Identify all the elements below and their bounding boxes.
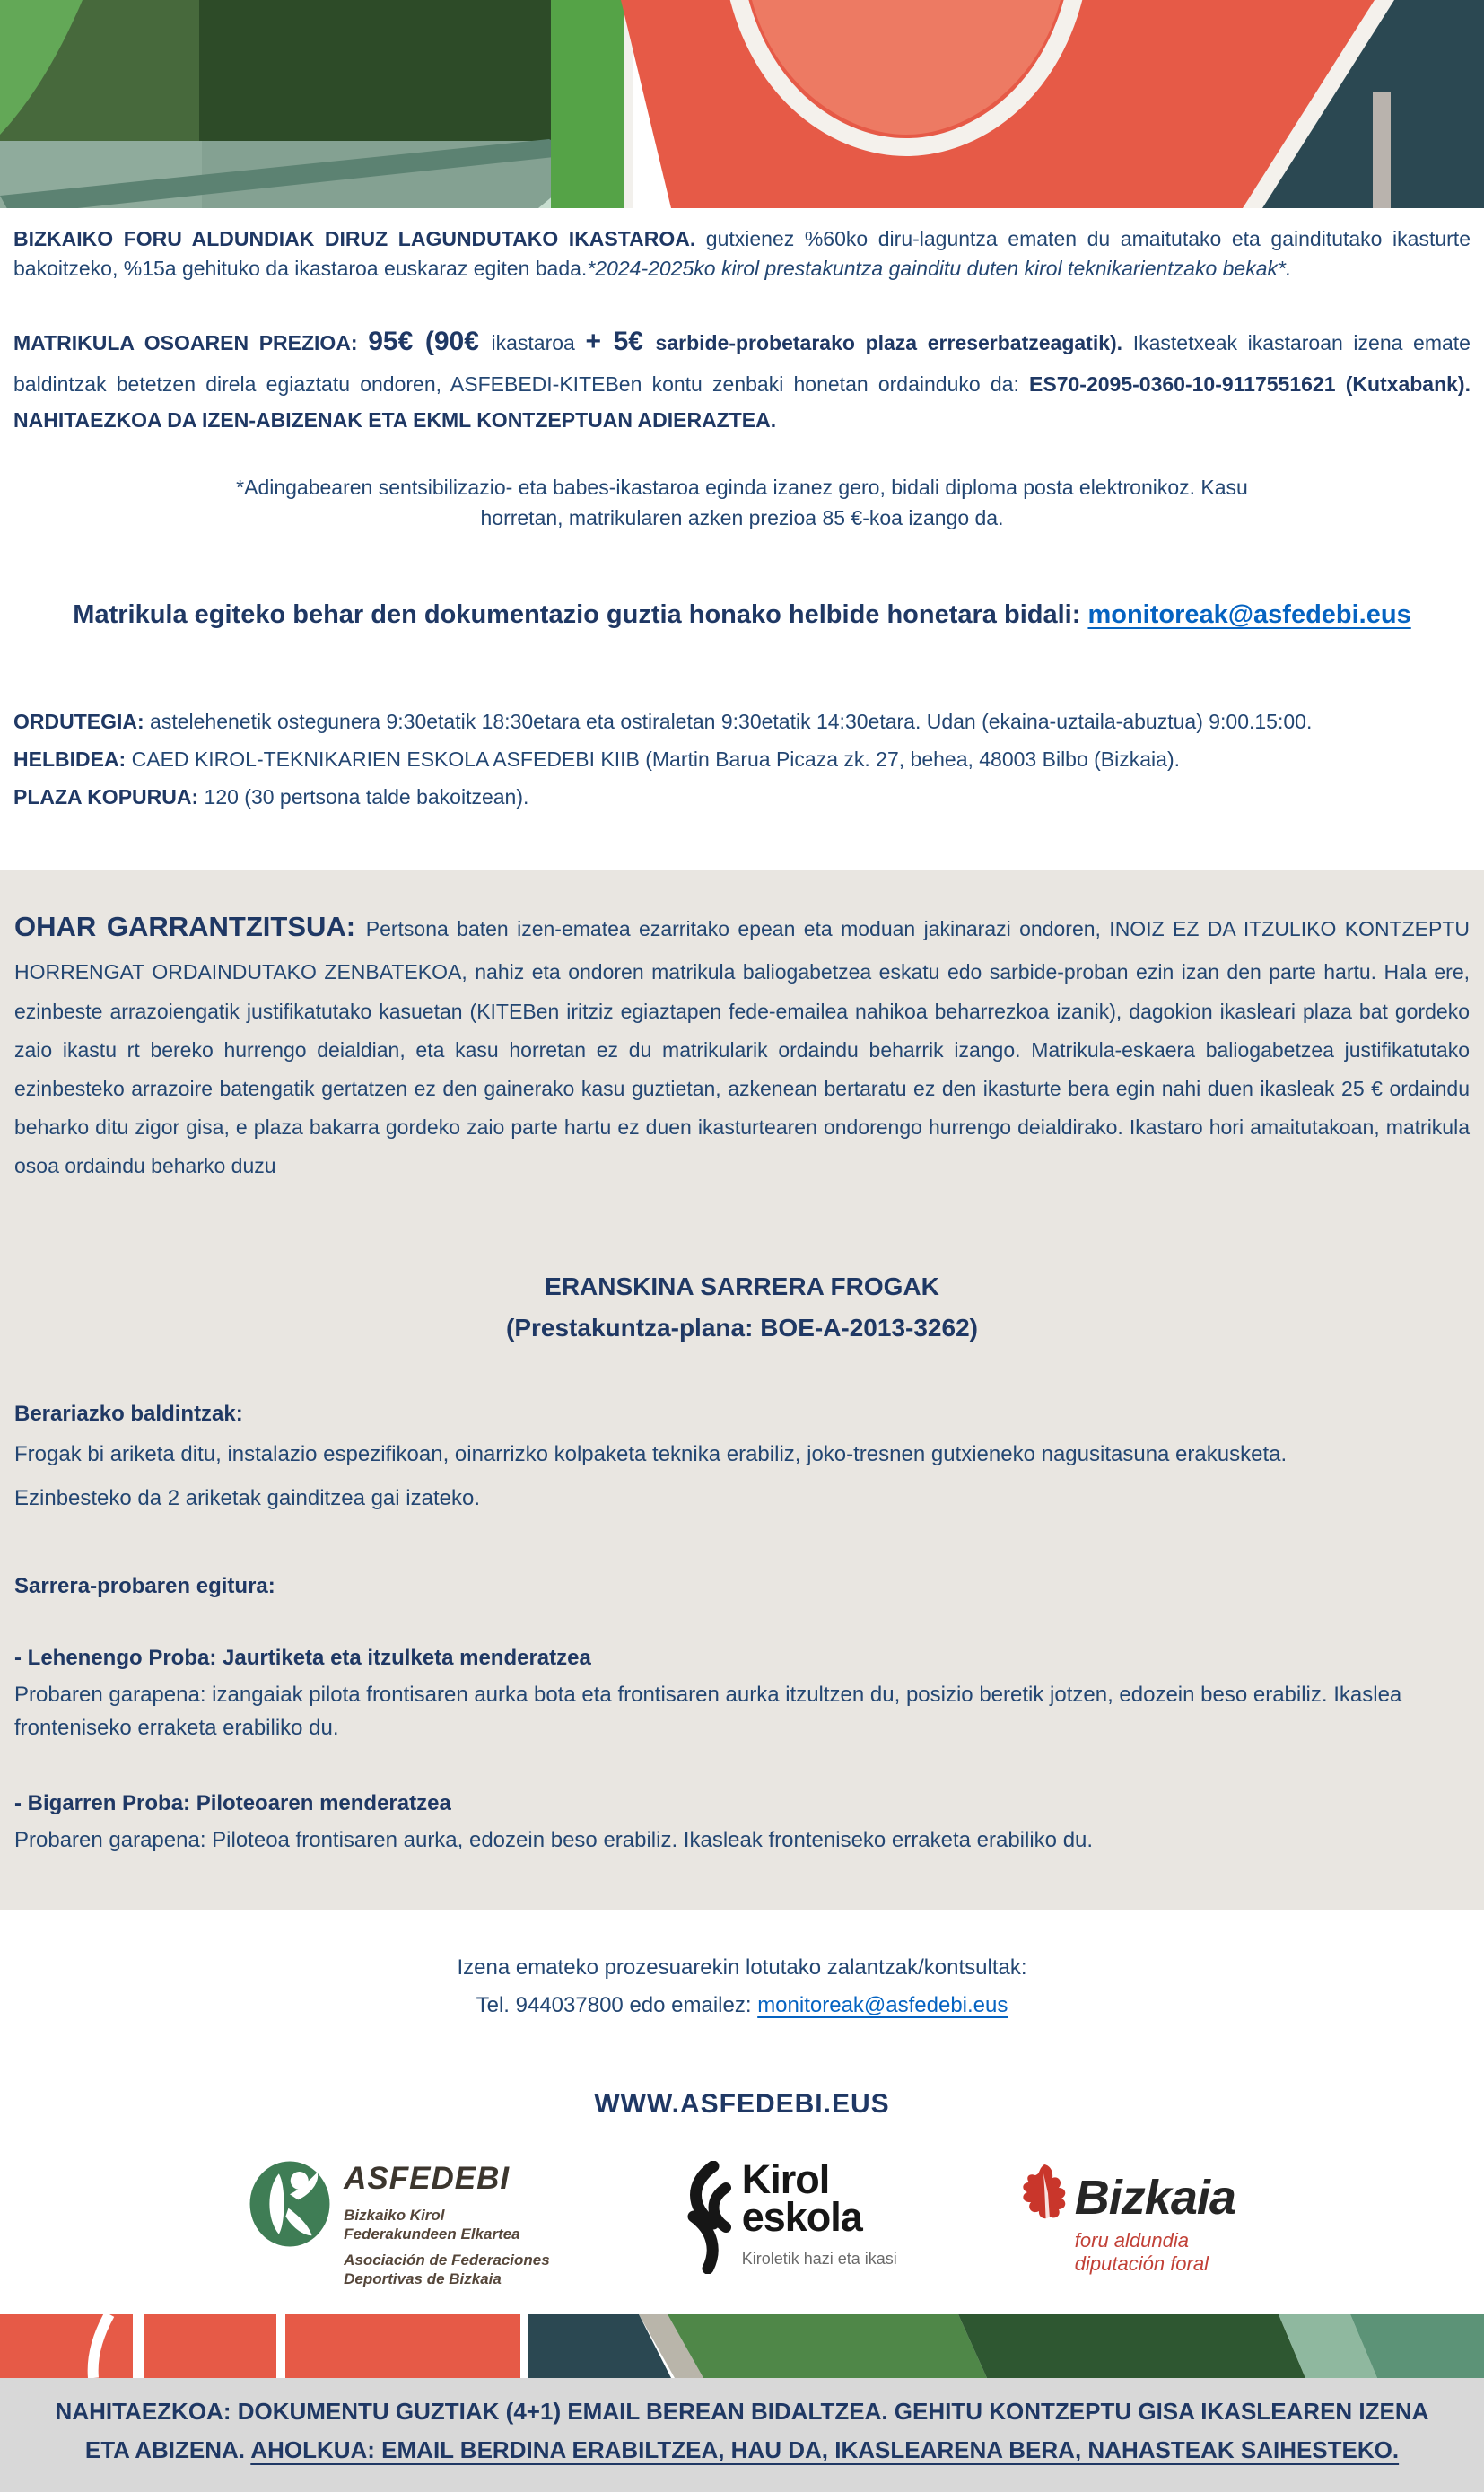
capacity-label: PLAZA KOPURUA: [13, 785, 199, 809]
page-footer [0, 2314, 1484, 2492]
bizkaia-logo-name: Bizkaia [1074, 2170, 1235, 2225]
annex-title: ERANSKINA SARRERA FROGAK [545, 1272, 939, 1300]
price-paragraph [13, 319, 1471, 437]
intro-bold-text: BIZKAIKO FORU ALDUNDIAK DIRUZ LAGUNDUTAKO IKASTAROA. [13, 227, 696, 250]
schedule-text: astelehenetik ostegunera 9:30etatik 18:30etara eta ostiraletan 9:30etatik 14:30etara. Udan (ekaina-uztaila-abuztua) 9:00.15:00. [144, 710, 1313, 734]
notice-body-text: Pertsona baten izen-ematea ezarritako epean eta moduan jakinarazi ondoren, INOIZ EZ DA ITZULIKO KONTZEPTU HORRENGAT ORDAINDUTAKO ZENBATEKOA, nahiz eta ondoren matrikula baliogabetzea eskatu edo sarbide-proban ezin izan den parte hartu. Hala ere, ezinbeste arrazoiengatik justifikatutako kasuetan (KITEBen iritziz egiaztapen fede-emailea nahikoa beharrezkoa izanik), dagokion ikasleari plaza bat gordeko zaio ikastu rt bereko hurrengo deialdian, eta kasu horretan ez du matrikularik ordaindu beharrik izango. Matrikula-eskaera baliogabetzea justifikatutako ezinbesteko arrazoire batengatik gertatzen ez den gainerako kasu guztietan, azkenean bertaratu ez den ikasturte bera egin nahi duen ikasleak 25 € ordaindu beharko ditu zigor gisa, e plaza bakarra gordeko zaio parte hartu ez duen ikasturtearen ondorengo hurrengo deialdirako. Ikastaro hori amaitutakoan, matrikula osoa ordaindu beharko duzu [14, 917, 1471, 1178]
enrollment-email-link[interactable]: monitoreak@asfedebi.eus [1087, 600, 1411, 630]
asfedebi-logo [249, 2161, 550, 2289]
bizkaia-sub1: foru aldundia [1074, 2228, 1189, 2252]
test1-body: Probaren garapena: izangaiak pilota frontisaren aurka bota eta frontisaren aurka itzultzen du, posizio beretik jotzen, edozein beso erabiliz. Ikaslea fronteniseko erraketa erabiliko du. [14, 1683, 1402, 1741]
intro-italic-text: *2024-2025ko kirol prestakuntza gainditu duten kirol teknikarientzako bekak*. [587, 256, 1292, 280]
header-collage-graphic [0, 0, 1484, 208]
address-line [13, 741, 1471, 779]
important-notice-section [0, 870, 1484, 1910]
kirol-eskola-logo-text [741, 2155, 897, 2274]
intro-paragraph [13, 224, 1471, 283]
structure-heading: Sarrera-probaren egitura: [14, 1574, 275, 1599]
capacity-line [13, 779, 1471, 817]
contact-section [0, 1949, 1484, 2024]
document-body [0, 224, 1484, 817]
price-reserve-text: sarbide-probetarako plaza erreserbatzeagatik). [655, 331, 1133, 355]
contact-line-2 [0, 1987, 1484, 2024]
bizkaia-oak-leaf-icon [1014, 2161, 1071, 2260]
course-info-block [13, 704, 1471, 817]
price-main-amount: 95€ (90€ [368, 327, 492, 357]
important-notice-paragraph [14, 901, 1470, 1186]
contact-email-link[interactable]: monitoreak@asfedebi.eus [757, 1992, 1008, 2017]
asfedebi-sub4: Deportivas de Bizkaia [344, 2270, 502, 2288]
footer-instruction-bar [0, 2378, 1484, 2492]
bizkaia-logo [1014, 2161, 1235, 2277]
kirol-word-1: Kirol [741, 2155, 830, 2202]
minor-discount-note: *Adingabearen sentsibilizazio- eta babes-ikastaroa eginda izanez gero, bidali diploma posta elektronikoz. Kasu horretan, matrikularen azken prezioa 85 €-koa izango da. [236, 475, 1248, 530]
asfedebi-figure-icon [249, 2161, 331, 2247]
requirements-heading: Berariazko baldintzak: [14, 1401, 243, 1426]
requirements-line-2: Ezinbesteko da 2 ariketak gainditzea gai izateko. [14, 1485, 480, 1510]
asfedebi-logo-text [344, 2161, 550, 2289]
schedule-label: ORDUTEGIA: [13, 710, 144, 734]
test1-title: - Lehenengo Proba: Jaurtiketa eta itzulketa menderatzea [14, 1646, 591, 1671]
schedule-line [13, 704, 1471, 741]
bizkaia-sub2: diputación foral [1074, 2252, 1209, 2276]
footer-note-advice: AHOLKUA: EMAIL BERDINA ERABILTZEA, HAU DA, IKASLEARENA BERA, NAHASTEAK SAIHESTEKO. [250, 2435, 1400, 2463]
notice-heading: OHAR GARRANTZITSUA: [14, 911, 366, 943]
footer-collage-graphic [0, 2314, 1484, 2378]
asfedebi-sub1: Bizkaiko Kirol [344, 2206, 445, 2224]
send-docs-heading [13, 600, 1471, 630]
bizkaia-logo-text [1074, 2170, 1235, 2277]
price-body-text: Ikastetxeak ikastaroan izena emate baldintzak betetzen direla egiaztatu ondoren, ASFEBEDI-KITEBen kontu zenbaki honetan ordainduko da: [13, 331, 1471, 396]
partner-logos-row [0, 2155, 1484, 2289]
send-docs-text: Matrikula egiteko behar den dokumentazio guztia honako helbide honetara bidali: [73, 600, 1088, 630]
address-text: CAED KIROL-TEKNIKARIEN ESKOLA ASFEDEBI KIIB (Martin Barua Picaza zk. 27, behea, 48003 Bilbo (Bizkaia). [126, 748, 1180, 772]
price-extra-amount: + 5€ [585, 327, 656, 357]
kirol-eskola-logo [667, 2155, 897, 2274]
price-course-word: ikastaroa [491, 331, 586, 355]
requirements-line-1: Frogak bi ariketa ditu, instalazio espezifikoan, oinarrizko kolpaketa teknika erabiliz, joko-tresnen gutxieneko nagusitasuna erakusketa. [14, 1441, 1288, 1466]
contact-phone-text: Tel. 944037800 edo emailez: [476, 1992, 758, 2017]
bank-account-number: ES70-2095-0360-10-9117551621 (Kutxabank). NAHITAEZKOA DA IZEN-ABIZENAK ETA EKML KONTZEPTUAN ADIERAZTEA. [13, 372, 1471, 432]
contact-line-1: Izena emateko prozesuarekin lotutako zalantzak/kontsultak: [457, 1954, 1027, 1980]
bizkaia-logo-subtitle [1075, 2229, 1235, 2277]
footer-note [36, 2392, 1448, 2470]
price-label: MATRIKULA OSOAREN PREZIOA: [13, 331, 369, 355]
footer-collage-art [0, 2314, 1484, 2378]
website-heading: WWW.ASFEDEBI.EUS [594, 2088, 890, 2119]
asfedebi-logo-name: ASFEDEBI [344, 2160, 511, 2196]
address-label: HELBIDEA: [13, 748, 127, 772]
test2-body: Probaren garapena: Piloteoa frontisaren aurka, edozein beso erabiliz. Ikasleak fronteniseko erraketa erabiliko du. [14, 1828, 1094, 1853]
asfedebi-sub3: Asociación de Federaciones [344, 2252, 550, 2269]
capacity-text: 120 (30 pertsona talde bakoitzean). [198, 785, 529, 809]
kirol-word-2: eskola [741, 2194, 862, 2241]
header-collage-art [0, 0, 1484, 208]
asfedebi-sub2: Federakundeen Elkartea [344, 2225, 520, 2243]
annex-subtitle: (Prestakuntza-plana: BOE-A-2013-3262) [506, 1313, 978, 1342]
test2-title: - Bigarren Proba: Piloteoaren menderatzea [14, 1791, 451, 1816]
kirol-eskola-tagline: Kiroletik hazi eta ikasi [741, 2250, 897, 2269]
asfedebi-logo-basque-line [344, 2206, 550, 2244]
kirol-eskola-k-icon [667, 2161, 731, 2274]
footer-note-main: NAHITAEZKOA: DOKUMENTU GUZTIAK (4+1) EMAIL BEREAN BIDALTZEA. GEHITU KONTZEPTU GISA IKASLEAREN IZENA ETA ABIZENA. [55, 2397, 1429, 2463]
intro-regular-text: gutxienez %60ko diru-laguntza ematen du amaitutako eta gainditutako ikasturte bakoitzeko, %15a gehituko da ikastaroa euskaraz egiten bada. [13, 227, 1471, 280]
asfedebi-logo-spanish-line [344, 2251, 550, 2289]
